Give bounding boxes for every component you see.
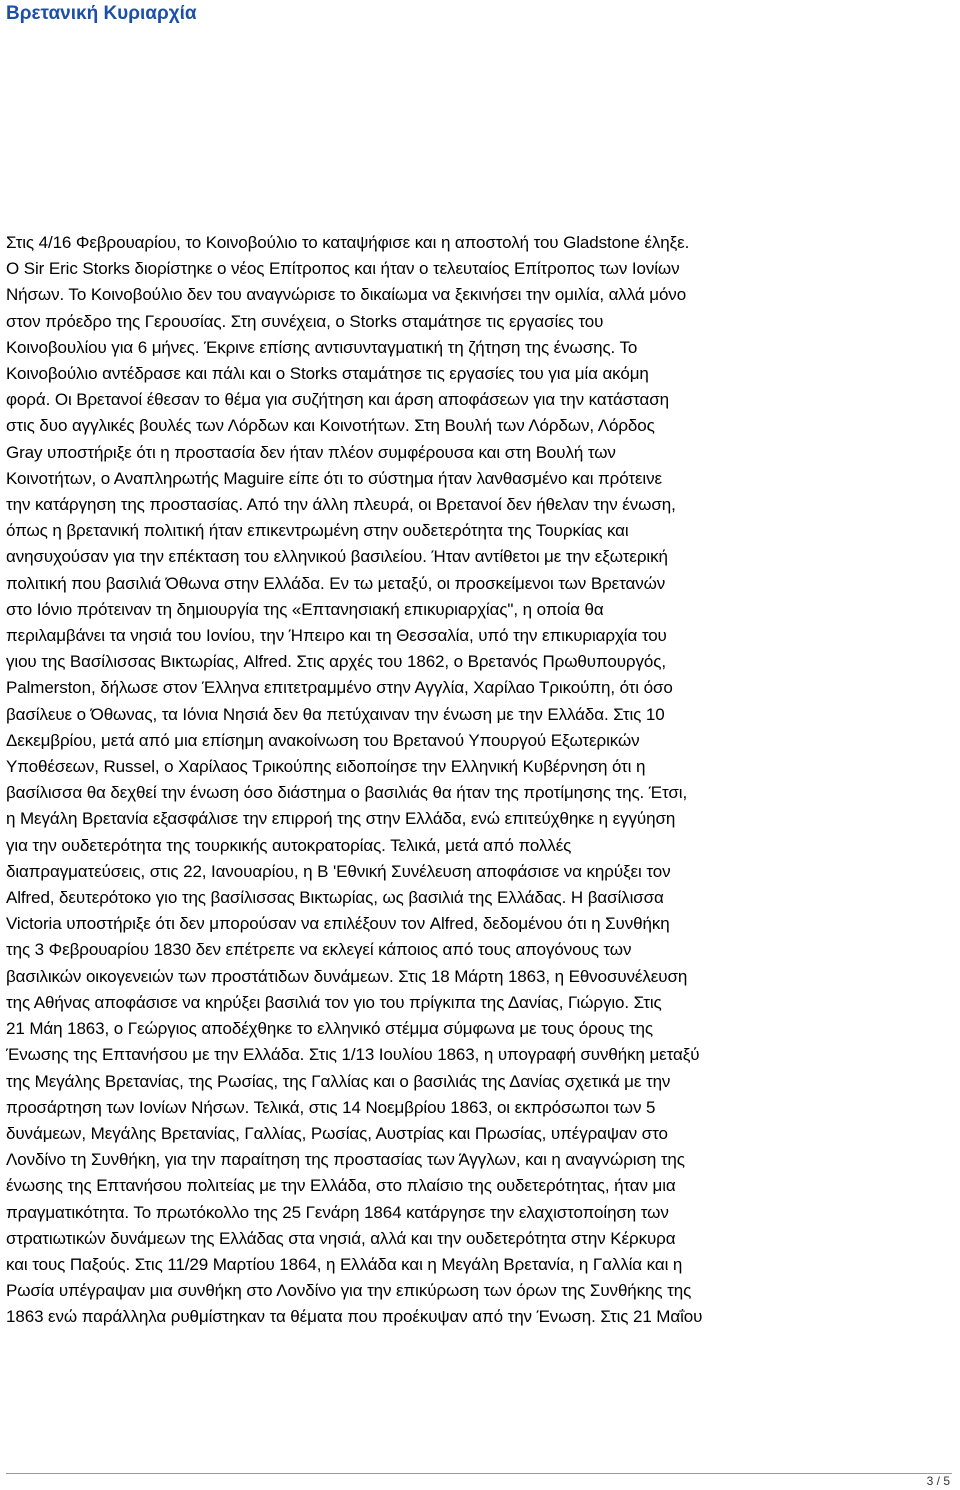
page-number: 3 / 5 xyxy=(926,1474,950,1488)
text-line: Victoria υποστήριξε ότι δεν μπορούσαν να επιλέξουν τον Alfred, δεδομένου ότι η Συνθήκη xyxy=(6,914,670,934)
text-line: Ένωσης της Επτανήσου με την Ελλάδα. Στις 1/13 Ιουλίου 1863, η υπογραφή συνθήκη μεταξύ xyxy=(6,1045,700,1065)
text-line: στρατιωτικών δυνάμεων της Ελλάδας στα νησιά, αλλά και την ουδετερότητα στην Κέρκυρα xyxy=(6,1228,676,1248)
text-line: όπως η βρετανική πολιτική ήταν επικεντρωμένη στην ουδετερότητα της Τουρκίας και xyxy=(6,521,629,541)
text-line: Υποθέσεων, Russel, ο Χαρίλαος Τρικούπης ειδοποίησε την Ελληνική Κυβέρνηση ότι η xyxy=(6,757,646,777)
text-line: ένωσης της Επτανήσου πολιτείας με την Ελλάδα, στο πλαίσιο της ουδετερότητας, ήταν μια xyxy=(6,1176,676,1196)
text-line: στις δυο αγγλικές βουλές των Λόρδων και Κοινοτήτων. Στη Βουλή των Λόρδων, Λόρδος xyxy=(6,416,655,436)
text-line: φορά. Οι Βρετανοί έθεσαν το θέμα για συζήτηση και άρση αποφάσεων για την κατάσταση xyxy=(6,390,669,410)
text-line: Νήσων. Το Κοινοβούλιο δεν του αναγνώρισε το δικαίωμα να ξεκινήσει την ομιλία, αλλά μόνο xyxy=(6,285,687,305)
text-line: 21 Μάη 1863, ο Γεώργιος αποδέχθηκε το ελληνικό στέμμα σύμφωνα με τους όρους της xyxy=(6,1019,654,1039)
text-line: δυνάμεων, Μεγάλης Βρετανίας, Γαλλίας, Ρωσίας, Αυστρίας και Πρωσίας, υπέγραψαν στο xyxy=(6,1123,668,1143)
text-line: στο Ιόνιο πρότειναν τη δημιουργία της «Επτανησιακή επικυριαρχίας", η οποία θα xyxy=(6,599,604,619)
text-line: διαπραγματεύσεις, στις 22, Ιανουαρίου, η Β 'Εθνική Συνέλευση αποφάσισε να κηρύξει τον xyxy=(6,861,671,881)
text-line: της 3 Φεβρουαρίου 1830 δεν επέτρεπε να εκλεγεί κάποιος από τους απογόνους των xyxy=(6,940,632,960)
text-line: της Μεγάλης Βρετανίας, της Ρωσίας, της Γαλλίας και ο βασιλιάς της Δανίας σχετικά με την xyxy=(6,1071,671,1091)
text-line: την κατάργηση της προστασίας. Από την άλλη πλευρά, οι Βρετανοί δεν ήθελαν την ένωση, xyxy=(6,495,676,515)
text-line: προσάρτηση των Ιονίων Νήσων. Τελικά, στις 14 Νοεμβρίου 1863, οι εκπρόσωποι των 5 xyxy=(6,1097,656,1117)
text-line: Στις 4/16 Φεβρουαρίου, το Κοινοβούλιο το καταψήφισε και η αποστολή του Gladstone έληξε. xyxy=(6,233,690,252)
text-line: Κοινοβούλιο αντέδρασε και πάλι και ο Storks σταμάτησε τις εργασίες του για μία ακόμη xyxy=(6,364,649,384)
top-whitespace xyxy=(6,40,956,230)
text-line: της Αθήνας αποφάσισε να κηρύξει βασιλιά τον γιο του πρίγκιπα της Δανίας, Γιώργιο. Στις xyxy=(6,992,662,1012)
text-line: περιλαμβάνει τα νησιά του Ιονίου, την Ήπειρο και τη Θεσσαλία, υπό την επικυριαρχία του xyxy=(6,626,667,646)
text-line: Gray υποστήριξε ότι η προστασία δεν ήταν πλέον συμφέρουσα και στη Βουλή των xyxy=(6,442,616,462)
paragraph-lines xyxy=(6,230,956,1331)
text-line: βασιλικών οικογενειών των προστάτιδων δυνάμεων. Στις 18 Μάρτη 1863, η Εθνοσυνέλευση xyxy=(6,966,688,986)
text-line: Κοινοτήτων, ο Αναπληρωτής Maguire είπε ότι το σύστημα ήταν λανθασμένο και πρότεινε xyxy=(6,468,662,488)
text-line: και τους Παξούς. Στις 11/29 Μαρτίου 1864, η Ελλάδα και η Μεγάλη Βρετανία, η Γαλλία και η xyxy=(6,1254,683,1274)
text-line: για την ουδετερότητα της τουρκικής αυτοκρατορίας. Τελικά, μετά από πολλές xyxy=(6,835,572,855)
text-line: 1863 ενώ παράλληλα ρυθμίστηκαν τα θέματα που προέκυψαν από την Ένωση. Στις 21 Μαΐου xyxy=(6,1307,703,1327)
body-paragraph xyxy=(6,40,956,1331)
document-title: Βρετανική Κυριαρχία xyxy=(6,3,197,24)
text-line: Δεκεμβρίου, μετά από μια επίσημη ανακοίνωση του Βρετανού Υπουργού Εξωτερικών xyxy=(6,730,640,750)
footer-divider xyxy=(6,1473,952,1474)
text-line: πολιτική που βασιλιά Όθωνα στην Ελλάδα. Εν τω μεταξύ, οι προσκείμενοι των Βρετανών xyxy=(6,573,666,593)
text-line: στον πρόεδρο της Γερουσίας. Στη συνέχεια, ο Storks σταμάτησε τις εργασίες του xyxy=(6,311,604,331)
text-line: Alfred, δευτερότοκο γιο της βασίλισσας Βικτωρίας, ως βασιλιά της Ελλάδας. Η βασίλισσα xyxy=(6,888,664,908)
text-line: πραγματικότητα. Το πρωτόκολλο της 25 Γενάρη 1864 κατάργησε την ελαχιστοποίηση των xyxy=(6,1202,669,1222)
text-line: Λονδίνο τη Συνθήκη, για την παραίτηση της προστασίας των Άγγλων, και η αναγνώριση της xyxy=(6,1150,685,1170)
text-line: γιου της Βασίλισσας Βικτωρίας, Alfred. Στις αρχές του 1862, ο Βρετανός Πρωθυπουργός, xyxy=(6,652,666,672)
text-line: βασίλισσα θα δεχθεί την ένωση όσο διάστημα ο βασιλιάς θα ήταν της προτίμησης της. Έτσι, xyxy=(6,783,688,803)
text-line: βασίλευε ο Όθωνας, τα Ιόνια Νησιά δεν θα πετύχαιναν την ένωση με την Ελλάδα. Στις 10 xyxy=(6,704,665,724)
text-line: Ρωσία υπέγραψαν μια συνθήκη στο Λονδίνο για την επικύρωση των όρων της Συνθήκης της xyxy=(6,1281,692,1301)
text-line: Κοινοβουλίου για 6 μήνες. Έκρινε επίσης αντισυνταγματική τη ζήτηση της ένωσης. Το xyxy=(6,337,638,357)
text-line: Ο Sir Eric Storks διορίστηκε ο νέος Επίτροπος και ήταν ο τελευταίος Επίτροπος των Ιονίων xyxy=(6,259,680,279)
text-line: ανησυχούσαν για την επέκταση του ελληνικού βασιλείου. Ήταν αντίθετοι με την εξωτερική xyxy=(6,547,668,567)
text-line: η Μεγάλη Βρετανία εξασφάλισε την επιρροή της στην Ελλάδα, ενώ επιτεύχθηκε η εγγύηση xyxy=(6,809,676,829)
text-line: Palmerston, δήλωσε στον Έλληνα επιτετραμμένο στην Αγγλία, Χαρίλαο Τρικούπη, ότι όσο xyxy=(6,678,673,698)
